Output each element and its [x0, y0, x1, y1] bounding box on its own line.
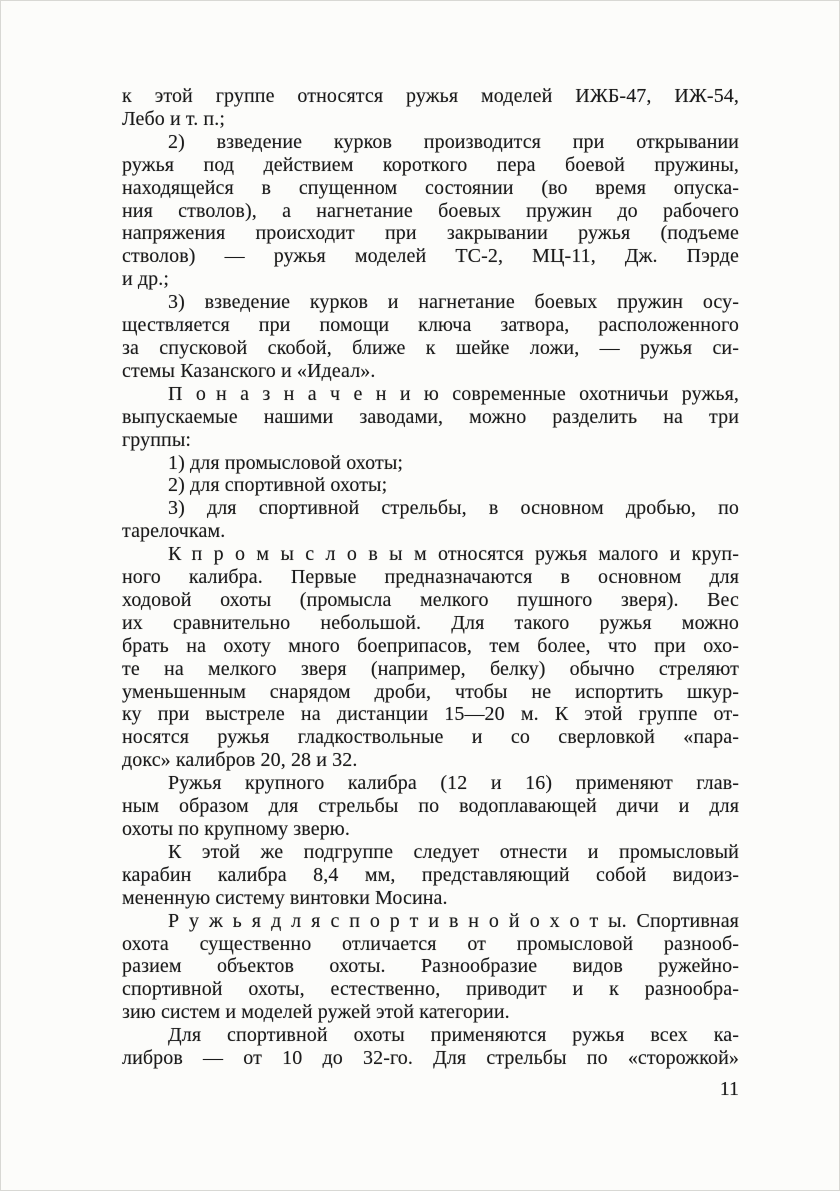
text-line: Ружья крупного калибра (12 и 16) применяют глав- — [168, 772, 739, 795]
paragraph — [122, 841, 739, 910]
paragraph — [122, 131, 739, 291]
text-line: 3) для спортивной стрельбы, в основном дробью, по — [168, 497, 739, 520]
text-line: 3) взведение курков и нагнетание боевых пружин осу- — [168, 291, 739, 314]
text-line: носятся ружья гладкоствольные и со сверловкой «пара- — [122, 726, 739, 749]
text-line: докс» калибров 20, 28 и 32. — [122, 749, 358, 772]
text-line: тарелочкам. — [122, 520, 226, 543]
text-block — [122, 85, 739, 1070]
text-line: карабин калибра 8,4 мм, представляющий собой видоиз- — [122, 863, 739, 886]
paragraph — [122, 452, 739, 475]
text-line: ружья под действием короткого пера боевой пружины, — [122, 153, 739, 176]
page-number: 11 — [719, 1078, 739, 1100]
text-line: ходовой охоты (промысла мелкого пушного зверя). Вес — [122, 588, 739, 611]
text-line: Для спортивной охоты применяются ружья всех ка- — [168, 1024, 739, 1047]
text-line: напряжения происходит при закрывании ружья (подъеме — [122, 222, 739, 245]
text-line: ным образом для стрельбы по водоплавающей дичи и для — [122, 795, 739, 818]
text-line: ществляется при помощи ключа затвора, расположенного — [122, 314, 739, 337]
text-line: спортивной охоты, естественно, приводит и к разнообра- — [122, 978, 739, 1001]
text-line: брать на охоту много боеприпасов, тем более, что при охо- — [122, 634, 739, 657]
text-line: уменьшенным снарядом дроби, чтобы не испортить шкур- — [122, 680, 739, 703]
paragraph — [122, 910, 739, 1025]
text-line: разием объектов охоты. Разнообразие видов ружейно- — [122, 955, 739, 978]
text-line: либров — от 10 до 32-го. Для стрельбы по «сторожкой» — [122, 1047, 739, 1070]
text-line: 1) для промысловой охоты; — [168, 451, 404, 474]
text-line: стемы Казанского и «Идеал». — [122, 359, 376, 382]
text-line: выпускаемые нашими заводами, можно разделить на три — [122, 405, 739, 428]
text-line: охота существенно отличается от промысловой разнооб- — [122, 932, 739, 955]
paragraph — [122, 497, 739, 543]
text-line: стволов) — ружья моделей ТС-2, МЦ-11, Дж. Пэрде — [122, 245, 739, 268]
paragraph — [122, 85, 739, 131]
text-line: те на мелкого зверя (например, белку) обычно стреляют — [122, 657, 739, 680]
text-line: и др.; — [122, 268, 170, 291]
text-line: ку при выстреле на дистанции 15—20 м. К этой группе от- — [122, 703, 739, 726]
text-line: 2) взведение курков производится при открывании — [168, 130, 739, 153]
paragraph — [122, 1024, 739, 1070]
text-line: 2) для спортивной охоты; — [168, 474, 388, 497]
text-line: К п р о м ы с л о в ы м относятся ружья малого и круп- — [168, 543, 739, 566]
text-line: П о н а з н а ч е н и ю современные охотничьи ружья, — [168, 382, 739, 405]
text-line: мененную систему винтовки Мосина. — [122, 886, 448, 909]
paragraph — [122, 474, 739, 497]
paragraph — [122, 772, 739, 841]
text-line: к этой группе относятся ружья моделей ИЖБ-47, ИЖ-54, — [122, 85, 739, 107]
text-line: ного калибра. Первые предназначаются в основном для — [122, 566, 739, 589]
text-line: Р у ж ь я д л я с п о р т и в н о й о х о т ы. Спортивная — [168, 909, 739, 932]
paragraph — [122, 291, 739, 383]
text-line: находящейся в спущенном состоянии (во время опуска- — [122, 176, 739, 199]
text-line: за спусковой скобой, ближе к шейке ложи, — ружья си- — [122, 336, 739, 359]
text-line: их сравнительно небольшой. Для такого ружья можно — [122, 611, 739, 634]
text-line: группы: — [122, 428, 192, 451]
paragraph — [122, 383, 739, 452]
text-line: ния стволов), а нагнетание боевых пружин до рабочего — [122, 199, 739, 222]
text-line: Лебо и т. п.; — [122, 107, 225, 130]
text-line: зию систем и моделей ружей этой категории. — [122, 1001, 510, 1024]
text-line: К этой же подгруппе следует отнести и промысловый — [168, 840, 739, 863]
paragraph — [122, 543, 739, 772]
text-line: охоты по крупному зверю. — [122, 818, 350, 840]
